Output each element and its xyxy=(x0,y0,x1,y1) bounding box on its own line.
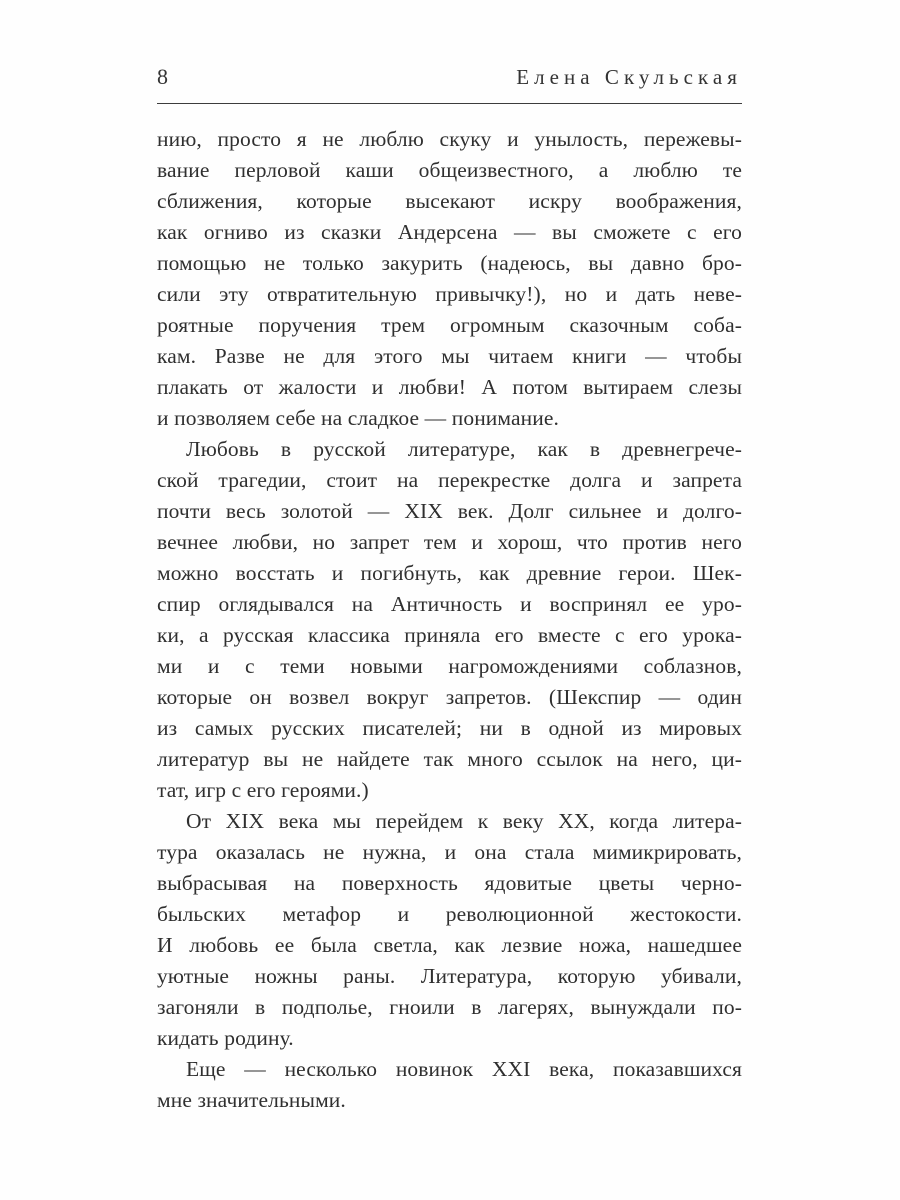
text-line: помощью не только закурить (надеюсь, вы давно бро- xyxy=(157,251,742,275)
text-line: тат, игр с его героями.) xyxy=(157,778,369,802)
text-line: ки, а русская классика приняла его вместе с его урока- xyxy=(157,623,742,647)
text-line: из самых русских писателей; ни в одной из мировых xyxy=(157,716,742,740)
paragraph xyxy=(157,434,742,806)
running-header-author: Елена Скульская xyxy=(516,65,742,89)
text-line: спир оглядывался на Античность и воспринял ее уро- xyxy=(157,592,742,616)
page-header xyxy=(157,64,742,104)
text-line: кам. Разве не для этого мы читаем книги — чтобы xyxy=(157,344,742,368)
text-line: которые он возвел вокруг запретов. (Шекспир — один xyxy=(157,685,742,709)
text-line: и позволяем себе на сладкое — понимание. xyxy=(157,406,559,430)
text-line: вание перловой каши общеизвестного, а люблю те xyxy=(157,158,742,182)
text-line: тура оказалась не нужна, и она стала мимикрировать, xyxy=(157,840,742,864)
text-line: литератур вы не найдете так много ссылок на него, ци- xyxy=(157,747,742,771)
paragraph xyxy=(157,806,742,1054)
text-line: От XIX века мы перейдем к веку XX, когда литера- xyxy=(186,809,742,833)
text-line: нию, просто я не люблю скуку и унылость, пережевы- xyxy=(157,127,742,151)
text-line: роятные поручения трем огромным сказочным соба- xyxy=(157,313,742,337)
page-body xyxy=(157,124,742,1116)
text-line: мне значительными. xyxy=(157,1088,346,1112)
text-line: можно восстать и погибнуть, как древние герои. Шек- xyxy=(157,561,742,585)
text-line: сближения, которые высекают искру воображения, xyxy=(157,189,742,213)
text-line: И любовь ее была светла, как лезвие ножа, нашедшее xyxy=(157,933,742,957)
text-line: как огниво из сказки Андерсена — вы сможете с его xyxy=(157,220,742,244)
text-line: загоняли в подполье, гноили в лагерях, вынуждали по- xyxy=(157,995,742,1019)
text-line: уютные ножны раны. Литература, которую убивали, xyxy=(157,964,742,988)
text-line: Еще — несколько новинок XXI века, показавшихся xyxy=(186,1057,742,1081)
text-line: сили эту отвратительную привычку!), но и дать неве- xyxy=(157,282,742,306)
paragraph xyxy=(157,1054,742,1116)
paragraph xyxy=(157,124,742,434)
text-line: Любовь в русской литературе, как в древнегрече- xyxy=(186,437,742,461)
text-line: выбрасывая на поверхность ядовитые цветы черно- xyxy=(157,871,742,895)
page-number: 8 xyxy=(157,64,170,89)
text-line: почти весь золотой — XIX век. Долг сильнее и долго- xyxy=(157,499,742,523)
text-line: плакать от жалости и любви! А потом вытираем слезы xyxy=(157,375,742,399)
text-line: кидать родину. xyxy=(157,1026,294,1050)
text-line: вечнее любви, но запрет тем и хорош, что против него xyxy=(157,530,742,554)
text-line: быльских метафор и революционной жестокости. xyxy=(157,902,742,926)
text-line: ской трагедии, стоит на перекрестке долга и запрета xyxy=(157,468,742,492)
text-line: ми и с теми новыми нагромождениями соблазнов, xyxy=(157,654,742,678)
